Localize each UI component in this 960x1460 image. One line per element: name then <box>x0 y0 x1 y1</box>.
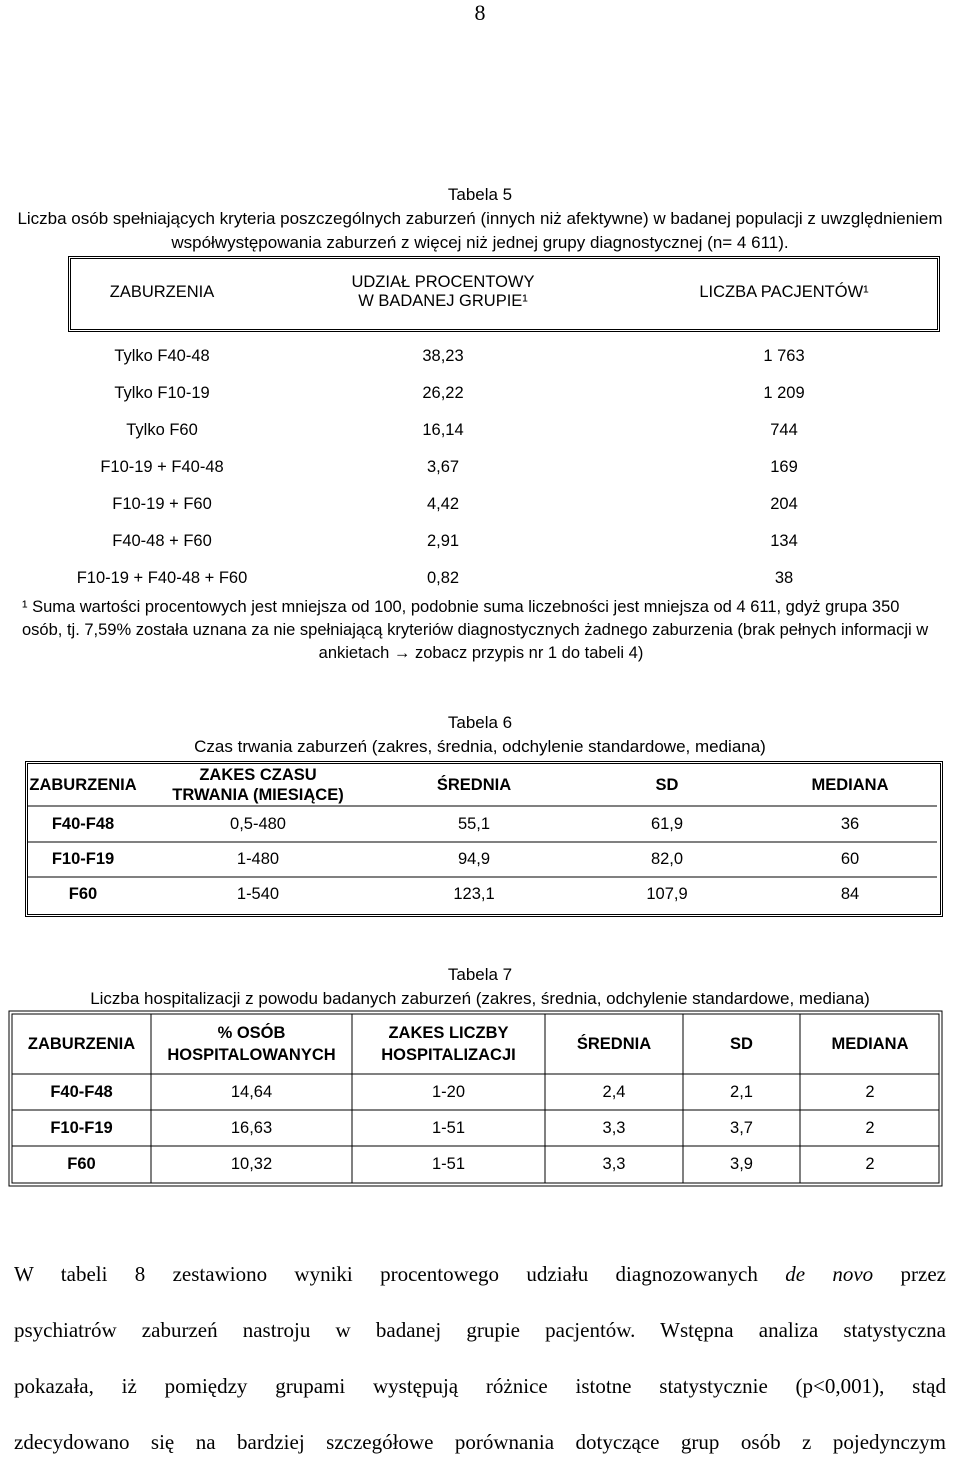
table6-cell: 123,1 <box>453 885 495 903</box>
paragraph-line1-italic: de novo <box>785 1262 874 1286</box>
table6-cell: 61,9 <box>650 815 684 833</box>
table5-caption-line2: współwystępowania zaburzeń z więcej niż jednej grupy diagnostycznej (n= 4 611). <box>171 233 789 252</box>
table5-cell: F40-48 + F60 <box>112 532 212 550</box>
table7-caption: Liczba hospitalizacji z powodu badanych zaburzeń (zakres, średnia, odchylenie standardowe, mediana) <box>90 989 870 1008</box>
page-number: 8 <box>474 0 486 25</box>
table5-cell: F10-19 + F40-48 + F60 <box>76 569 248 587</box>
paragraph-line4: zdecydowano się na bardziej szczegółowe porównania dotyczące grup osób z pojedynczym <box>14 1430 946 1454</box>
table6-header-mediana: MEDIANA <box>811 776 889 794</box>
table5-cell: 16,14 <box>422 421 464 439</box>
table7-cell: F40-F48 <box>50 1082 113 1101</box>
paragraph-line1 <box>14 1262 946 1287</box>
table7-cell: 3,7 <box>730 1118 753 1137</box>
table6-header-zaburzenia: ZABURZENIA <box>29 776 137 794</box>
table5-cell: F10-19 + F60 <box>112 495 212 513</box>
table7-cell: 16,63 <box>230 1118 273 1137</box>
paragraph-line1-a: W tabeli 8 zestawiono wyniki procentowego udziału diagnozowanych <box>14 1262 758 1286</box>
table6-cell: 55,1 <box>457 815 491 833</box>
table-row <box>12 1074 940 1110</box>
paragraph-line1-b: przez <box>900 1262 946 1286</box>
table5-cell: F10-19 + F40-48 <box>100 458 224 476</box>
table6-cell: 36 <box>840 815 860 833</box>
table6-title: Tabela 6 <box>447 713 513 732</box>
table6-header-zakres-line1: ZAKES CZASU <box>199 766 317 784</box>
table5-header-zaburzenia: ZABURZENIA <box>109 282 215 301</box>
table5-cell: 2,91 <box>426 532 460 550</box>
table5-cell: 1 763 <box>763 347 805 365</box>
table7-cell: 1-51 <box>431 1118 466 1137</box>
table7-header-sd: SD <box>730 1035 753 1053</box>
table7-cell: F60 <box>67 1154 96 1173</box>
table6-header-srednia: ŚREDNIA <box>436 776 512 794</box>
table5-cell: 3,67 <box>426 458 460 476</box>
table7-cell: 3,3 <box>602 1118 626 1137</box>
table7-title: Tabela 7 <box>447 965 513 984</box>
table5-cell: 1 209 <box>763 384 805 402</box>
table5-caption-line1: Liczba osób spełniających kryteria poszczególnych zaburzeń (innych niż afektywne) w badanej populacji z uwzględnieniem <box>17 209 943 228</box>
table7-header-procent-line2: HOSPITALOWANYCH <box>167 1046 336 1064</box>
table6-cell: 94,9 <box>457 850 491 868</box>
table7-cell: F10-F19 <box>50 1118 113 1137</box>
table7-cell: 14,64 <box>230 1082 273 1101</box>
table5-cell: 169 <box>770 458 798 476</box>
table7-header-srednia: ŚREDNIA <box>576 1035 652 1053</box>
table5-cell: 38,23 <box>422 347 464 365</box>
table7-header-zaburzenia: ZABURZENIA <box>27 1035 136 1053</box>
table7-cell: 2 <box>865 1118 875 1137</box>
table7-cell: 3,3 <box>602 1154 626 1173</box>
table7-cell: 1-51 <box>431 1154 466 1173</box>
table5-cell: 134 <box>770 532 798 550</box>
table6-header-sd: SD <box>655 776 679 794</box>
table6-cell: 1-540 <box>236 885 280 903</box>
table7-cell: 2,4 <box>602 1082 626 1101</box>
table5-cell: 204 <box>770 495 798 513</box>
table6-cell: 60 <box>840 850 860 868</box>
table-row <box>12 1110 940 1146</box>
table6-cell: F40-F48 <box>51 815 115 833</box>
table6-cell: F10-F19 <box>51 850 115 868</box>
table5-header-udzial-line1: UDZIAŁ PROCENTOWY <box>351 273 535 291</box>
table6-cell: F60 <box>68 885 98 903</box>
table7-header-zakres <box>352 1014 545 1074</box>
table5-header-udzial-line2: W BADANEJ GRUPIE¹ <box>358 292 528 310</box>
table5-cell: 38 <box>774 569 794 587</box>
table5-cell: 744 <box>770 421 798 439</box>
table6-cell: 1-480 <box>236 850 280 868</box>
table5-cell: 0,82 <box>426 569 460 587</box>
table5-cell: Tylko F10-19 <box>114 384 210 402</box>
table7-cell: 2,1 <box>730 1082 753 1101</box>
table7-cell: 1-20 <box>431 1082 466 1101</box>
table7-header-mediana: MEDIANA <box>831 1035 909 1053</box>
table7-header-procent <box>151 1014 352 1074</box>
table6-caption: Czas trwania zaburzeń (zakres, średnia, odchylenie standardowe, mediana) <box>194 737 766 756</box>
table6-cell: 107,9 <box>646 885 688 903</box>
table5-title: Tabela 5 <box>447 185 513 204</box>
paragraph-line3: pokazała, iż pomiędzy grupami występują różnice istotne statystycznie (p<0,001), stąd <box>14 1374 946 1398</box>
table6-header-zakres-line2: TRWANIA (MIESIĄCE) <box>172 786 344 804</box>
table7-cell: 2 <box>865 1154 875 1173</box>
table7 <box>12 1014 940 1182</box>
table7-header-procent-line1: % OSÓB <box>217 1024 286 1042</box>
table5-cell: Tylko F60 <box>126 421 198 439</box>
table7-header-zakres-line2: HOSPITALIZACJI <box>381 1046 516 1064</box>
table7-cell: 10,32 <box>230 1154 273 1173</box>
table7-header-zakres-line1: ZAKES LICZBY <box>388 1024 509 1042</box>
table5-footnote-line1: ¹ Suma wartości procentowych jest mniejsza od 100, podobnie suma liczebności jest mniejsza od 4 611, gdyż grupa 350 <box>22 598 900 616</box>
table5-cell: 4,42 <box>426 495 460 513</box>
table-row <box>12 1146 940 1182</box>
table7-header-row <box>12 1014 940 1074</box>
table6-cell: 0,5-480 <box>230 815 286 833</box>
table7-cell: 2 <box>865 1082 875 1101</box>
table5-header-liczba: LICZBA PACJENTÓW¹ <box>699 282 869 301</box>
paragraph-line2: psychiatrów zaburzeń nastroju w badanej grupie pacjentów. Wstępna analiza statystyczna <box>14 1318 946 1342</box>
table5-cell: Tylko F40-48 <box>114 347 210 365</box>
table5-footnote-line2: osób, tj. 7,59% została uznana za nie spełniającą kryteriów diagnostycznych żadnego zaburzenia (brak pełnych informacji w <box>22 621 929 639</box>
table6-cell: 84 <box>840 885 860 903</box>
table7-cell: 3,9 <box>730 1154 753 1173</box>
table5-cell: 26,22 <box>422 384 464 402</box>
table6-cell: 82,0 <box>650 850 684 868</box>
table5-footnote-line3: ankietach → zobacz przypis nr 1 do tabeli 4) <box>318 644 644 662</box>
